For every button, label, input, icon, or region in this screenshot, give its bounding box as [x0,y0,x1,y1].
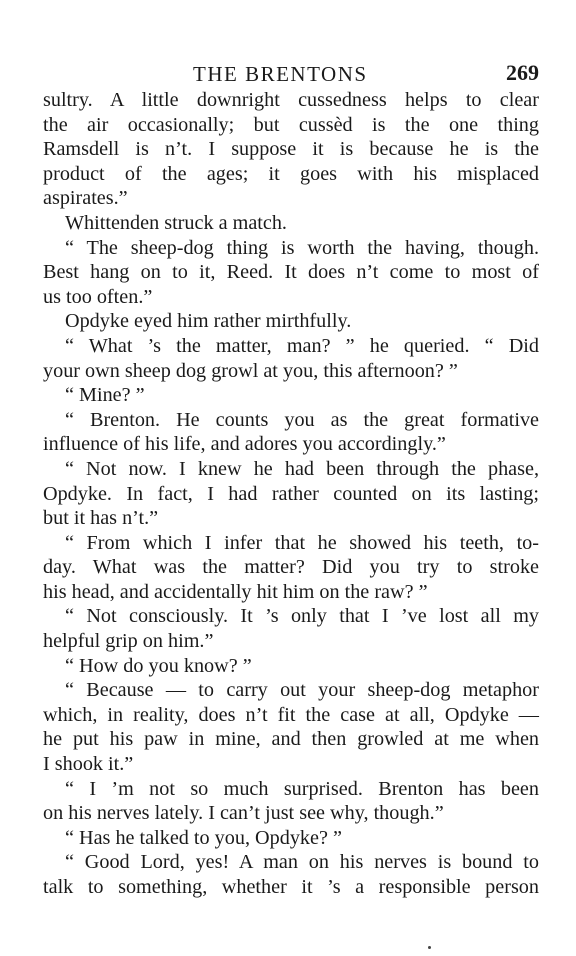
text-line: Ramsdell is n’t. I suppose it is because he is the [43,138,539,161]
text-line: “ The sheep-dog thing is worth the having, though. [65,236,539,259]
text-line: helpful grip on him.” [43,630,214,653]
text-line: he put his paw in mine, and then growled at me when [43,728,539,751]
text-line: his head, and accidentally hit him on the raw? ” [43,580,428,603]
text-line: “ Not consciously. It ’s only that I ’ve lost all my [65,605,539,628]
text-line: aspirates.” [43,187,128,210]
text-line: sultry. A little downright cussedness helps to clear [43,89,539,111]
text-line: product of the ages; it goes with his misplaced [43,162,539,185]
text-line: “ From which I infer that he showed his teeth, to- [65,531,539,554]
text-line: talk to something, whether it ’s a responsible person [43,876,539,898]
running-head: THE BRENTONS [193,62,368,86]
text-line: which, in reality, does n’t fit the case at all, Opdyke — [43,703,539,726]
text-line: day. What was the matter? Did you try to stroke [43,556,539,579]
text-line: “ Mine? ” [65,384,145,407]
ink-speck [428,946,431,949]
text-line: “ Brenton. He counts you as the great formative [65,408,539,431]
text-line: but it has n’t.” [43,507,159,530]
text-line: Whittenden struck a match. [65,211,287,234]
text-line: on his nerves lately. I can’t just see why, though.” [43,802,444,825]
text-line: Best hang on to it, Reed. It does n’t come to most of [43,261,539,284]
text-line: the air occasionally; but cussèd is the one thing [43,113,539,136]
page-number: 269 [506,60,539,85]
text-line: “ What ’s the matter, man? ” he queried. “ Did [65,334,539,357]
text-line: “ I ’m not so much surprised. Brenton has been [65,777,539,800]
body-text [43,88,539,900]
text-line: Opdyke eyed him rather mirthfully. [65,310,352,333]
text-line: Opdyke. In fact, I had rather counted on its lasting; [43,482,539,505]
text-line: “ Good Lord, yes! A man on his nerves is bound to [65,851,539,874]
text-line: “ How do you know? ” [65,654,252,677]
text-line: I shook it.” [43,753,134,776]
text-line: influence of his life, and adores you accordingly.” [43,433,446,456]
text-line: “ Not now. I knew he had been through the phase, [65,457,539,480]
page-header [43,58,539,88]
text-line: “ Has he talked to you, Opdyke? ” [65,826,342,849]
text-line: your own sheep dog growl at you, this afternoon? ” [43,359,458,382]
text-line: “ Because — to carry out your sheep-dog metaphor [65,679,539,702]
book-page [43,58,539,900]
text-line: us too often.” [43,285,153,308]
